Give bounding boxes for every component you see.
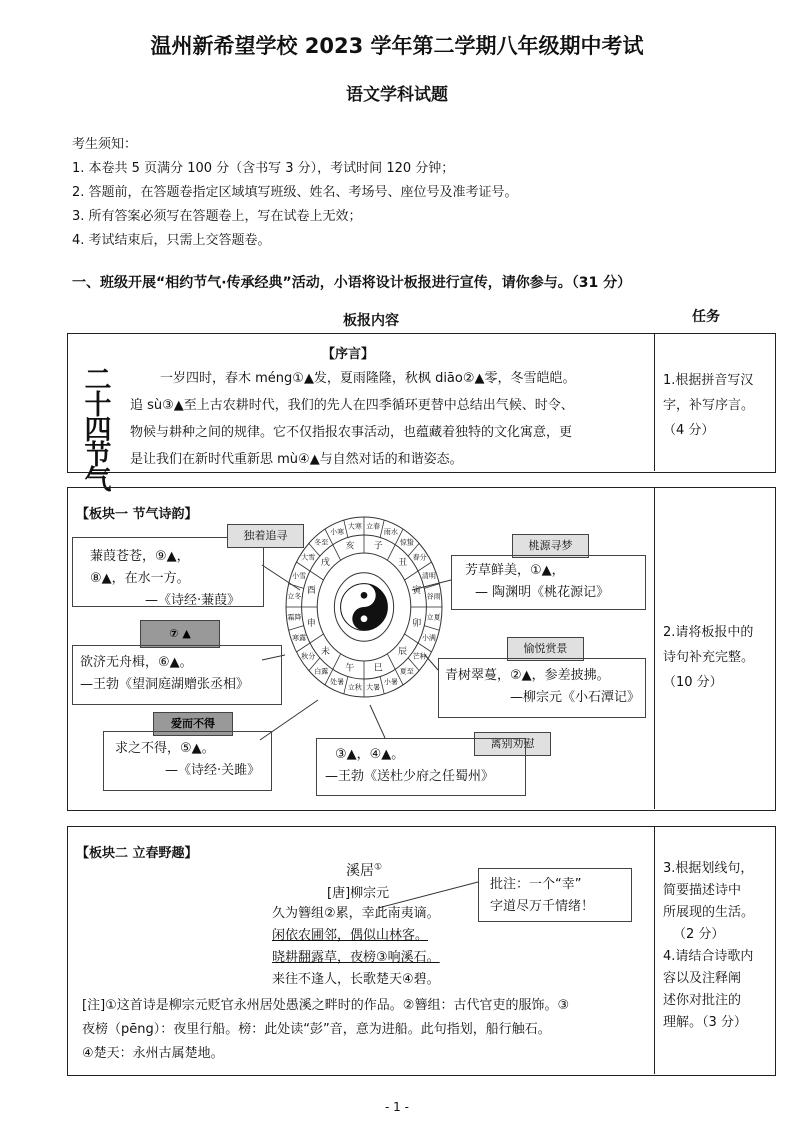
wheel-term: 小满 [421, 633, 436, 642]
wheel-term: 寒露 [292, 633, 307, 642]
wheel-term: 雨水 [383, 528, 398, 537]
poem-xiju [272, 903, 440, 991]
wheel-term: 秋分 [301, 652, 316, 661]
poem-source: —柳宗元《小石潭记》 [510, 690, 641, 705]
wheel-term: 大寒 [347, 522, 362, 531]
col-content-header: 板报内容 [343, 313, 399, 329]
wheel-branch: 申 [306, 618, 316, 629]
poem-notes [82, 994, 652, 1066]
wheel-branch: 寅 [412, 586, 422, 597]
preface-heading: 【序言】 [322, 347, 375, 362]
note-line: [注]①这首诗是柳宗元贬官永州居处愚溪之畔时的作品。②簪组：古代官吏的服饰。③ [82, 998, 570, 1013]
task-line: 字，补写序言。 [663, 398, 755, 413]
vertical-title-char: 节 [84, 440, 112, 471]
wheel-term: 谷雨 [426, 592, 441, 601]
vertical-title-char: 气 [84, 465, 112, 496]
notice-heading: 考生须知： [72, 137, 138, 152]
wheel-term: 惊蛰 [399, 538, 414, 547]
poem-line-underlined: 闲依农圃邻，偶似山林客。 [272, 928, 429, 943]
wheel-branch: 酉 [306, 586, 316, 597]
wheel-term: 立冬 [287, 592, 302, 601]
wheel-term: 立秋 [347, 683, 362, 692]
poem-line: ③▲，④▲。 [335, 747, 405, 762]
wheel-term: 芒种 [412, 652, 427, 661]
wheel-term: 白露 [314, 667, 329, 676]
exam-title: 温州新希望学校 2023 学年第二学期八年级期中考试 [150, 34, 644, 58]
wheel-term: 小寒 [330, 528, 345, 537]
task-line: 简要描述诗中 [663, 883, 742, 898]
annotation-line: 批注：一个“幸” [490, 877, 582, 892]
label-top-left: 独着追寻 [227, 524, 304, 548]
block2-heading: 【板块二 立春野趣】 [76, 846, 198, 861]
poem-source: — 陶渊明《桃花源记》 [475, 585, 610, 600]
label-mid-right: 愉悦赏景 [507, 637, 584, 661]
preface-line: 是让我们在新时代重新思 mù④▲与自然对话的和谐姿态。 [130, 452, 463, 467]
vertical-title-char: 二 [84, 365, 112, 396]
task-line: 述你对批注的 [663, 993, 742, 1008]
wheel-branch: 戌 [320, 557, 330, 568]
wheel-branch: 亥 [345, 541, 355, 552]
wheel-branch: 午 [345, 663, 355, 674]
task-line: 所展现的生活。 [663, 905, 755, 920]
notice-item: 2. 答题前，在答题卷指定区域填写班级、姓名、考场号、座位号及准考证号。 [72, 185, 518, 200]
poem-line: 欲济无舟楫，⑥▲。 [80, 655, 193, 670]
poem-title-note: ① [374, 862, 383, 873]
wheel-term: 春分 [412, 553, 427, 562]
label-top-right: 桃源寻梦 [512, 534, 589, 558]
preface-line: 追 sù③▲至上古农耕时代，我们的先人在四季循环更替中总结出气候、时令、 [130, 398, 574, 413]
note-line: 夜榜（pēng）：夜里行船。榜：此处读“彭”音，意为进船。此句指划，船行触石。 [82, 1022, 551, 1037]
wheel-term: 小雪 [292, 572, 307, 581]
notice-item: 4. 考试结束后，只需上交答题卷。 [72, 233, 271, 248]
section-1-heading: 一、班级开展“相约节气·传承经典”活动，小语将设计板报进行宣传，请你参与。（31 分） [72, 275, 632, 291]
wheel-term: 处暑 [330, 677, 345, 686]
wheel-branch: 卯 [412, 618, 422, 629]
task-line: 诗句补充完整。 [663, 650, 755, 665]
page-number: - 1 - [385, 1100, 409, 1114]
task-line: 1.根据拼音写汉 [663, 373, 754, 388]
task-line: （10 分） [663, 675, 723, 690]
label-bottom-left: 爱而不得 [153, 712, 233, 736]
poem-line: 久为簪组②累，幸此南夷谪。 [272, 906, 440, 921]
preface-line: 物候与耕种之间的规律。它不仅指报农事活动，也蕴藏着独特的文化寓意，更 [130, 425, 573, 440]
wheel-term: 霜降 [287, 613, 302, 622]
wheel-term: 冬至 [314, 538, 329, 547]
note-line: ④楚天：永州古属楚地。 [82, 1046, 224, 1061]
task-line: 理解。（3 分） [663, 1015, 747, 1030]
poem-source: —《诗经·关雎》 [165, 763, 261, 778]
poem-line: 青树翠蔓，②▲，参差披拂。 [445, 668, 610, 683]
exam-subtitle: 语文学科试题 [346, 85, 448, 105]
task-line: 3.根据划线句， [663, 861, 754, 876]
wheel-branch: 巳 [373, 663, 383, 674]
wheel-term: 小暑 [383, 677, 398, 686]
wheel-term: 立春 [366, 522, 381, 531]
label-mid-left: ⑦ ▲ [140, 620, 220, 648]
task-line: 4.请结合诗歌内 [663, 949, 754, 964]
poem-title-text: 溪居 [346, 863, 374, 879]
poem-line: ⑧▲，在水一方。 [90, 571, 190, 586]
col-task-header: 任务 [692, 309, 720, 325]
poem-source: —王勃《送杜少府之任蜀州》 [325, 769, 495, 784]
wheel-term: 清明 [421, 572, 436, 581]
wheel-term: 夏至 [399, 667, 414, 676]
poem-line: 蒹葭苍苍，⑨▲， [90, 549, 190, 564]
poem-source: —王勃《望洞庭湖赠张丞相》 [80, 677, 250, 692]
wheel-branch: 未 [320, 647, 330, 658]
vertical-title-char: 十 [84, 390, 112, 421]
vertical-title-char: 四 [84, 415, 112, 446]
wheel-term: 大暑 [366, 683, 381, 692]
task-line: 2.请将板报中的 [663, 625, 754, 640]
wheel-term: 立夏 [426, 613, 441, 622]
poem-line: 求之不得，⑤▲。 [115, 741, 215, 756]
wheel-branch: 丑 [398, 557, 408, 568]
wheel-branch: 辰 [398, 647, 408, 658]
label-bottom-right: 离别劝慰 [474, 732, 551, 756]
wheel-branch: 子 [373, 541, 383, 552]
task-line: （2 分） [673, 927, 725, 942]
wheel-term: 大雪 [301, 553, 316, 562]
block1-heading: 【板块一 节气诗韵】 [76, 507, 198, 522]
annotation-line: 字道尽万千情绪！ [490, 899, 595, 914]
poem-line-underlined: 晓耕翻露草，夜榜③响溪石。 [272, 950, 440, 965]
poem-author: [唐]柳宗元 [327, 886, 390, 901]
poem-line: 来往不逢人，长歌楚天④碧。 [272, 972, 440, 987]
preface-line: 一岁四时，春木 méng①▲发，夏雨隆隆，秋枫 diāo②▲零，冬雪皑皑。 [160, 371, 576, 386]
task-3-4 [663, 858, 771, 1034]
notice-item: 3. 所有答案必须写在答题卷上，写在试卷上无效； [72, 209, 362, 224]
poem-line: 芳草鲜美，①▲， [465, 563, 565, 578]
task-line: 容以及注释阐 [663, 971, 742, 986]
notice-item: 1. 本卷共 5 页满分 100 分（含书写 3 分），考试时间 120 分钟； [72, 161, 455, 176]
task-line: （4 分） [663, 423, 715, 438]
poem-source: —《诗经·蒹葭》 [145, 593, 241, 608]
